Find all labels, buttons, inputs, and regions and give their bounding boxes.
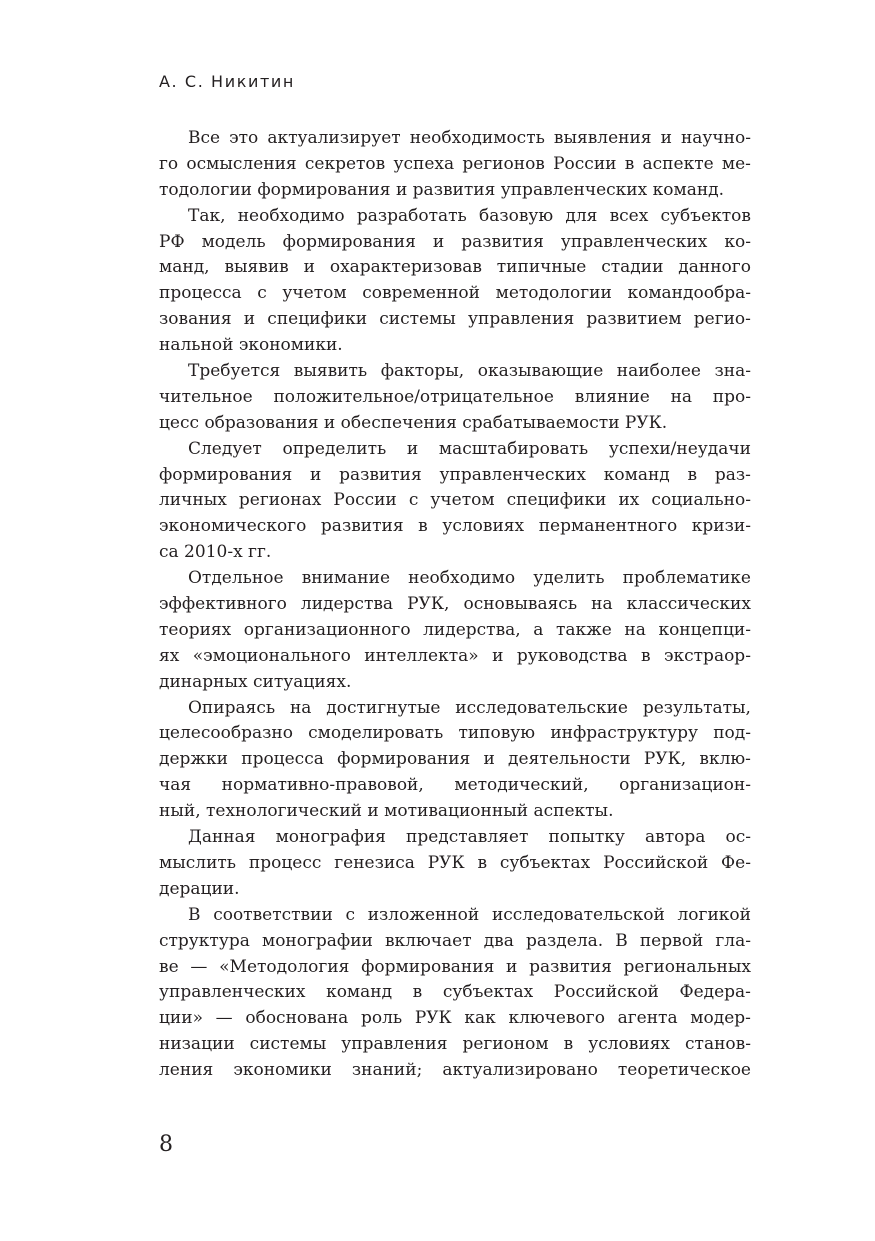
text-line: чая нормативно-правовой, методический, организацион- [159,775,751,796]
text-line: процесса с учетом современной методологии командообра- [159,283,751,304]
text-line: дерации. [159,878,240,899]
text-line: теориях организационного лидерства, а также на концепци- [159,619,751,640]
text-line: эффективного лидерства РУК, основываясь на классических [159,594,751,615]
running-head-author: А. С. Никитин [159,72,295,91]
text-line: целесообразно смоделировать типовую инфраструктуру под- [159,723,751,744]
text-line: держки процесса формирования и деятельности РУК, вклю- [159,749,751,770]
text-line: ях «эмоционального интеллекта» и руководства в экстраор- [159,645,751,666]
text-line: Следует определить и масштабировать успехи/неудачи [188,438,751,459]
text-line: низации системы управления регионом в условиях станов- [159,1034,751,1055]
text-line: Так, необходимо разработать базовую для всех субъектов [188,205,751,226]
text-line: ве — «Методология формирования и развития региональных [159,956,751,977]
text-line: чительное положительное/отрицательное влияние на про- [159,386,751,407]
text-line: Все это актуализирует необходимость выявления и научно- [188,128,751,148]
text-line: личных регионах России с учетом специфики их социально- [159,490,751,511]
text-line: РФ модель формирования и развития управленческих ко- [159,231,751,252]
text-line: структура монографии включает два раздела. В первой гла- [159,930,751,951]
text-line: Требуется выявить факторы, оказывающие наиболее зна- [188,361,751,382]
text-line: го осмысления секретов успеха регионов России в аспекте ме- [159,153,751,174]
text-line: Отдельное внимание необходимо уделить проблематике [188,568,751,589]
text-line: манд, выявив и охарактеризовав типичные стадии данного [159,257,751,278]
text-line: тодологии формирования и развития управленческих команд. [159,179,725,200]
text-line: нальной экономики. [159,335,343,356]
text-line: цесс образования и обеспечения срабатываемости РУК. [159,412,668,433]
text-line: ный, технологический и мотивационный аспекты. [159,801,614,822]
text-line: формирования и развития управленческих команд в раз- [159,464,751,485]
text-line: управленческих команд в субъектах Российской Федера- [159,982,751,1003]
text-line: динарных ситуациях. [159,671,352,692]
text-line: ления экономики знаний; актуализировано теоретическое [159,1060,751,1081]
text-line: мыслить процесс генезиса РУК в субъектах Российской Фе- [159,852,751,873]
text-line: Опираясь на достигнутые исследовательские результаты, [188,697,751,718]
text-line: экономического развития в условиях перманентного кризи- [159,516,751,537]
text-line: ции» — обоснована роль РУК как ключевого агента модер- [159,1008,751,1029]
page-number: 8 [159,1132,173,1157]
body-text [159,126,751,1084]
text-line: са 2010-х гг. [159,542,272,563]
text-line: В соответствии с изложенной исследовательской логикой [188,904,751,925]
text-line: зования и специфики системы управления развитием регио- [159,309,751,330]
text-line: Данная монография представляет попытку автора ос- [188,827,751,848]
